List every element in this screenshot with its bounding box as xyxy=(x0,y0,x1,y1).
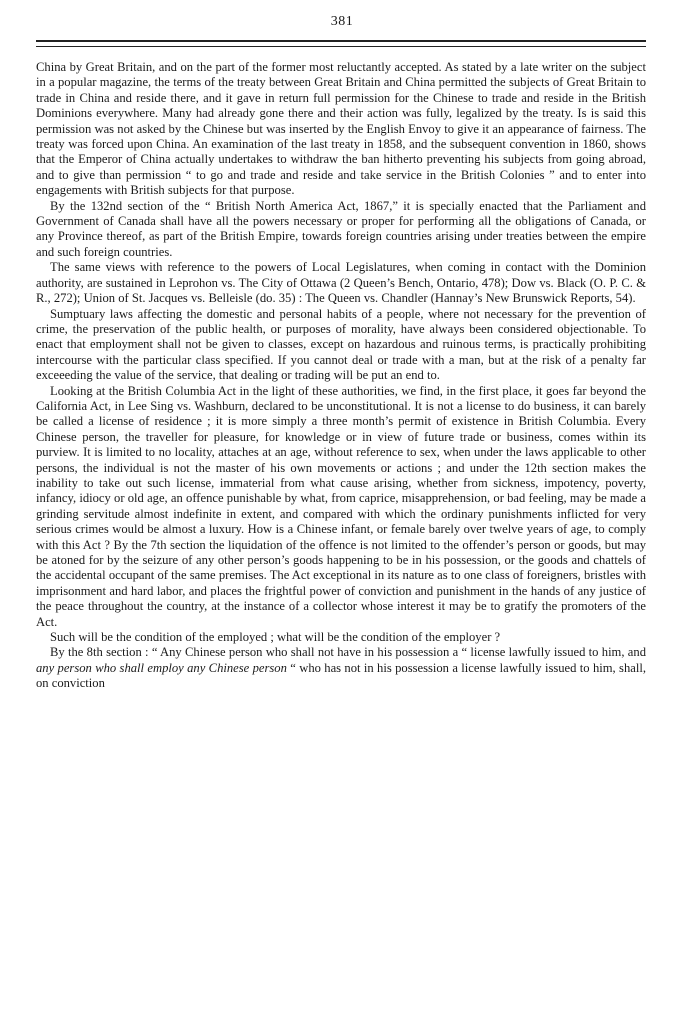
paragraph-local-legislatures: The same views with reference to the powers of Local Legislatures, when coming in contact with the Dominion authority, are sustained in Leprohon vs. The City of Ottawa (2 Queen’s Bench, Ontario, 478); Dow vs. Black (O. P. C. & R., 272); Union of St. Jacques vs. Belleisle (do. 35) : The Queen vs. Chandler (Hannay’s New Brunswick Reports, 54). xyxy=(36,260,646,306)
paragraph-bna-act: By the 132nd section of the “ British North America Act, 1867,” it is specially enacted that the Parliament and Government of Canada shall have all the powers necessary or proper for performing all the obligations of Canada, or any Province thereof, as part of the British Empire, towards foreign countries arising under treaties between the empire and such foreign countries. xyxy=(36,198,646,259)
paragraph-condition-employed: Such will be the condition of the employed ; what will be the condition of the employer ? xyxy=(50,630,501,645)
paragraph-eighth-section xyxy=(36,645,646,691)
paragraph-british-columbia-act: Looking at the British Columbia Act in the light of these authorities, we find, in the first place, it goes far beyond the California Act, in Lee Sing vs. Washburn, declared to be unconstitutional. It is not a license to do business, it can barely be called a license of residence ; it is more simply a three month’s permit of existence in British Columbia. Every Chinese person, the traveller for pleasure, for knowledge or in view of future trade or business, comes within its purview. It is limited to no locality, attaches at an age, without reference to sex, when under the laws applicable to other persons, the individual is not the master of his own movements or actions ; and under the 12th section makes the inability to take out such license, immaterial from what cause arising, whether from sickness, impotency, poverty, infancy, idiocy or old age, an offence punishable by what, from caprice, misapprehension, or bad feeling, may be made a grinding servitude almost indefinite in extent, and compared with which the ordinary punishments inflicted for very serious crimes would be almost a luxury. How is a Chinese infant, or female barely over twelve years of age, to comply with this Act ? By the 7th section the liquidation of the offence is not limited to the offender’s person or goods, but may be atoned for by the seizure of any other person’s goods happening to be in his possession, or the goods and chattels of the accidental occupant of the same premises. The Act exceptional in its nature as to one class of foreigners, bristles with imprisonment and hard labor, and places the frightful power of conviction and punishment in the hands of any justice of the peace throughout the country, at the instance of a collector whose interest it may be to gratify the promoters of the Act. xyxy=(36,383,646,629)
eighth-section-text-start: By the 8th section : “ Any Chinese person who shall not have in his possession a “ license lawfully issued to him, and xyxy=(50,645,646,660)
eighth-section-italic: any person who shall employ any Chinese person xyxy=(36,660,287,675)
paragraph-treaty: China by Great Britain, and on the part of the former most reluctantly accepted. As stated by a late writer on the subject in a popular magazine, the terms of the treaty between Great Britain and China permitted the subjects of Great Britain to trade in China and reside there, and it gave in return full permission for the Chinese to trade and reside in the British Dominions everywhere. Many had already gone there and their action was fully, legalized by the treaty. Is is said this permission was not asked by the Chinese but was inserted by the English Envoy to give it an appearance of fairness. The treaty was forced upon China. An examination of the last treaty in 1858, and the subsequent convention in 1860, shows that the Emperor of China actually undertakes to withdraw the ban hitherto preventing his subjects from going abroad, and to give than permission “ to go and trade and reside and take service in the British Colonies ” and to enter into engagements with British subjects for that purpose. xyxy=(36,60,646,198)
page-number: 381 xyxy=(330,14,354,29)
header-rule-thick xyxy=(36,40,646,42)
header-rule-thin xyxy=(36,46,646,47)
body-text xyxy=(36,60,646,692)
eighth-section-text-end: “ who has not in his possession a license lawfully issued to him, shall, on conviction xyxy=(36,660,646,691)
paragraph-sumptuary-laws: Sumptuary laws affecting the domestic and personal habits of a people, where not necessary for the prevention of crime, the preservation of the public health, or purposes of morality, have always been considered objectionable. To enact that employment shall not be given to classes, except on hazardous and ruinous terms, is practically prohibiting intercourse with the particular class specified. If you cannot deal or trade with a man, but at the risk of a penalty far exceeeding the value of the service, that dealing or trading will be put an end to. xyxy=(36,306,646,383)
